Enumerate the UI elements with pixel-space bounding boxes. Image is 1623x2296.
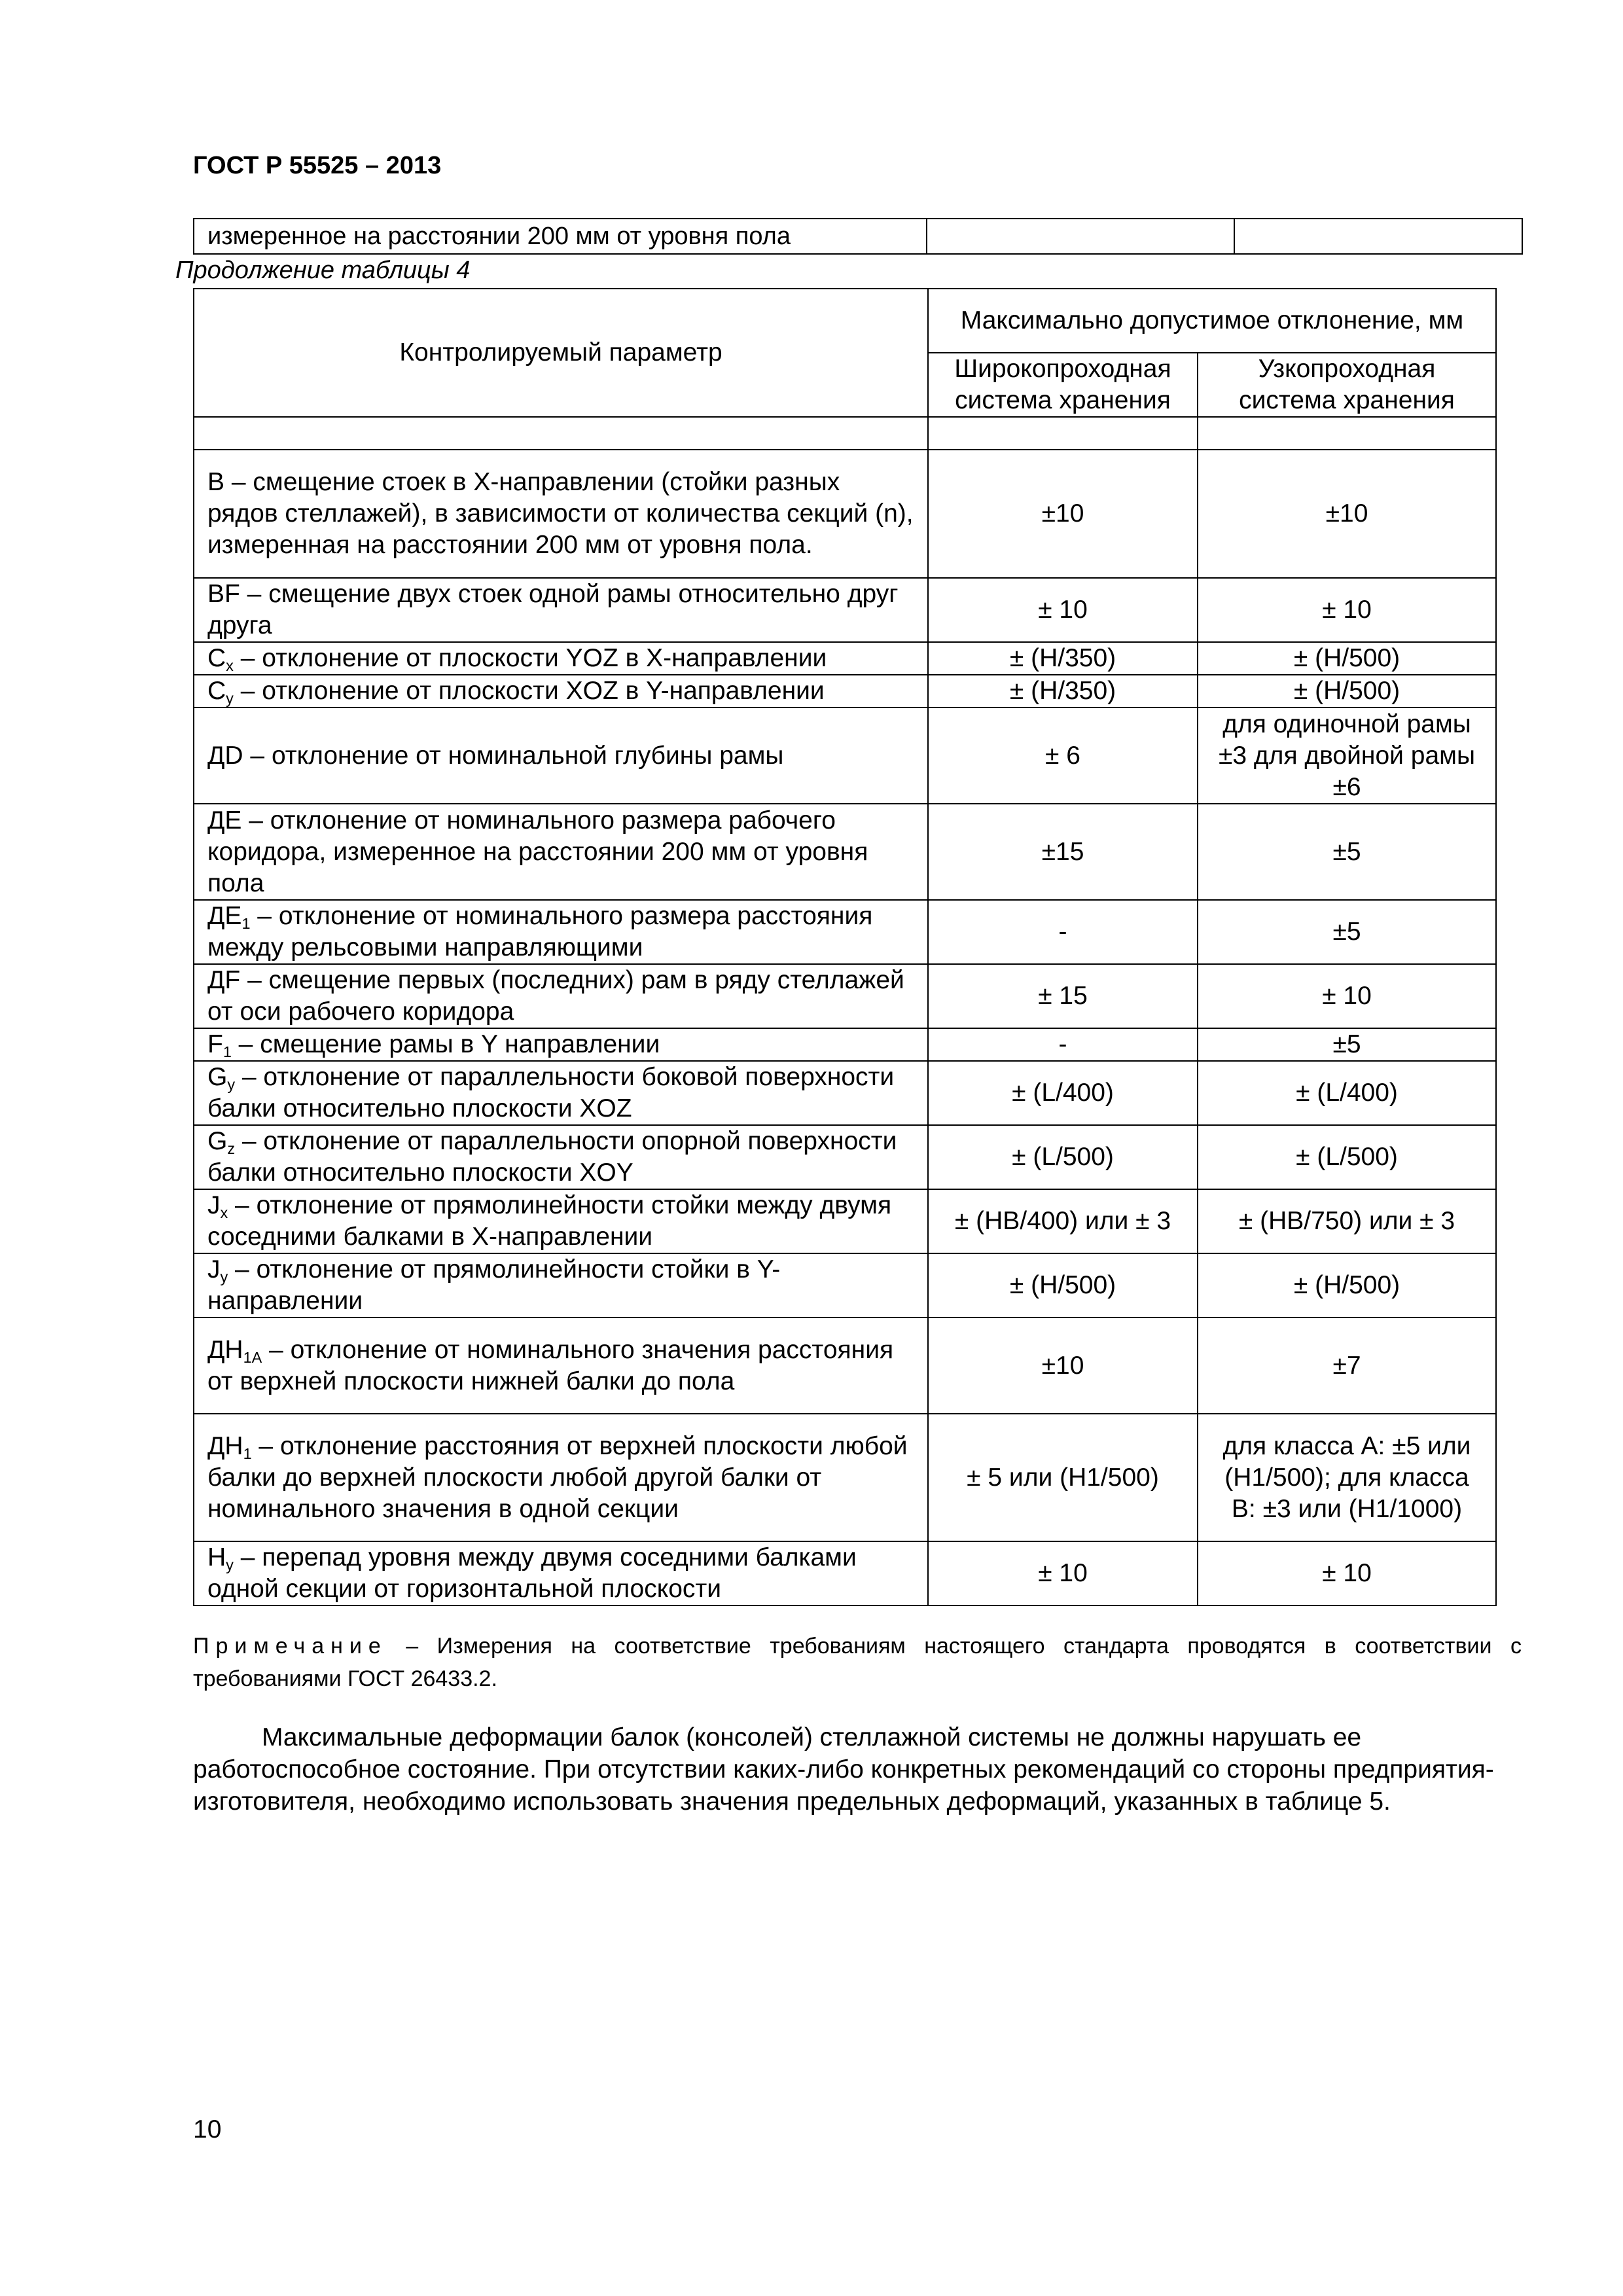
wide-aisle-value: ± 10 <box>928 578 1198 642</box>
table-row <box>194 1061 1496 1125</box>
table-row <box>194 450 1496 578</box>
parameter-cell <box>194 1253 928 1318</box>
table-row <box>194 675 1496 708</box>
table-row <box>194 900 1496 964</box>
parameter-description: – смещение стоек в Х-направлении (стойки разных рядов стеллажей), в зависимости от количества секций (n), измеренная на расстоянии 200 мм от уровня пола. <box>207 468 914 559</box>
parameter-cell <box>194 900 928 964</box>
parameter-symbol: H <box>207 1543 226 1571</box>
table-caption: Продолжение таблицы 4 <box>175 257 471 284</box>
table-row <box>194 578 1496 642</box>
table-cell <box>194 417 928 450</box>
parameter-cell <box>194 642 928 675</box>
parameter-symbol: ДЕ <box>207 902 242 930</box>
parameter-symbol: G <box>207 1127 228 1155</box>
note-label: Примечание <box>193 1634 387 1659</box>
parameter-cell <box>194 1541 928 1605</box>
table-row <box>194 642 1496 675</box>
table-header-row <box>194 289 1496 353</box>
parameter-description: – отклонение от номинального значения расстояния от верхней плоскости нижней балки до пола <box>207 1335 894 1395</box>
narrow-aisle-value: ± 10 <box>1198 1541 1496 1605</box>
parameter-cell <box>194 675 928 708</box>
narrow-aisle-value: ± (H/500) <box>1198 1253 1496 1318</box>
wide-aisle-value: ± (L/400) <box>928 1061 1198 1125</box>
narrow-aisle-value: ± (H/500) <box>1198 675 1496 708</box>
narrow-aisle-value: ± 10 <box>1198 578 1496 642</box>
parameter-description: – отклонение от прямолинейности стойки в Y-направлении <box>207 1255 781 1315</box>
parameter-subscript: 1 <box>223 1043 232 1061</box>
parameter-cell <box>194 1189 928 1253</box>
narrow-aisle-value: ± (L/400) <box>1198 1061 1496 1125</box>
parameter-symbol: ДF <box>207 966 241 994</box>
note-text: – Измерения на соответствие требованиям настоящего стандарта проводятся в соответствии с требованиями ГОСТ 26433.2. <box>193 1634 1522 1691</box>
document-code: ГОСТ Р 55525 – 2013 <box>193 152 442 179</box>
table-row <box>194 1253 1496 1318</box>
parameter-cell <box>194 1318 928 1414</box>
parameter-description: – отклонение от параллельности опорной поверхности балки относительно плоскости XOY <box>207 1127 897 1187</box>
parameter-symbol: ДD <box>207 741 243 770</box>
parameter-description: – смещение рамы в Y направлении <box>231 1030 660 1058</box>
table-row <box>194 219 1522 254</box>
parameter-cell <box>194 1414 928 1541</box>
parameter-symbol: ДЕ <box>207 806 242 834</box>
parameter-description: – смещение двух стоек одной рамы относительно друг друга <box>207 580 899 639</box>
page-number: 10 <box>193 2115 222 2144</box>
table-row <box>194 964 1496 1028</box>
parameter-subscript: y <box>227 1076 236 1094</box>
parameter-symbol: В <box>207 468 225 496</box>
deviation-table <box>193 288 1497 1606</box>
table-row <box>194 1189 1496 1253</box>
table-row <box>194 1541 1496 1605</box>
table-note <box>193 1630 1522 1695</box>
header-narrow-aisle: Узкопроходная система хранения <box>1198 353 1496 417</box>
wide-aisle-value: ± 6 <box>928 708 1198 804</box>
header-max-deviation: Максимально допустимое отклонение, мм <box>928 289 1496 353</box>
table-row <box>194 1125 1496 1189</box>
parameter-subscript: 1 <box>241 915 251 933</box>
table-row <box>194 1414 1496 1541</box>
wide-aisle-value: - <box>928 900 1198 964</box>
parameter-description: – отклонение от параллельности боковой поверхности балки относительно плоскости XOZ <box>207 1063 895 1122</box>
wide-aisle-value: ± (H/350) <box>928 675 1198 708</box>
parameter-symbol: J <box>207 1255 221 1283</box>
parameter-subscript: y <box>226 690 234 708</box>
parameter-description: – перепад уровня между двумя соседними балками одной секции от горизонтальной плоскости <box>207 1543 857 1603</box>
wide-aisle-value: ± (L/500) <box>928 1125 1198 1189</box>
parameter-subscript: 1А <box>243 1348 262 1366</box>
table-row <box>194 708 1496 804</box>
table-cell <box>1198 417 1496 450</box>
narrow-aisle-value: для класса А: ±5 или (H1/500); для класса В: ±3 или (H1/1000) <box>1198 1414 1496 1541</box>
parameter-symbol: J <box>207 1191 221 1219</box>
narrow-aisle-value: ±7 <box>1198 1318 1496 1414</box>
wide-aisle-value: ±10 <box>928 1318 1198 1414</box>
parameter-description: – смещение первых (последних) рам в ряду стеллажей от оси рабочего коридора <box>207 966 904 1026</box>
narrow-aisle-value: ± 10 <box>1198 964 1496 1028</box>
table-row <box>194 1028 1496 1061</box>
parameter-cell <box>194 804 928 900</box>
parameter-symbol: ДН <box>207 1335 243 1364</box>
narrow-aisle-value: для одиночной рамы ±3 для двойной рамы ±6 <box>1198 708 1496 804</box>
parameter-description: – отклонение расстояния от верхней плоскости любой балки до верхней плоскости любой другой балки от номинального значения в одной секции <box>207 1431 908 1523</box>
narrow-aisle-value: ±5 <box>1198 1028 1496 1061</box>
table-cell <box>928 417 1198 450</box>
parameter-description: – отклонение от номинального размера рабочего коридора, измеренное на расстоянии 200 мм от уровня пола <box>207 806 868 897</box>
parameter-symbol: G <box>207 1063 228 1091</box>
parameter-cell <box>194 708 928 804</box>
parameter-symbol: BF <box>207 580 240 608</box>
parameter-cell <box>194 450 928 578</box>
table-spacer-row <box>194 417 1496 450</box>
narrow-aisle-value: ± (H/500) <box>1198 642 1496 675</box>
parameter-cell <box>194 1125 928 1189</box>
parameter-subscript: x <box>226 657 234 675</box>
wide-aisle-value: ±10 <box>928 450 1198 578</box>
wide-aisle-value: ± (H/500) <box>928 1253 1198 1318</box>
header-parameter: Контролируемый параметр <box>194 289 928 417</box>
parameter-cell <box>194 964 928 1028</box>
wide-aisle-value: ± 15 <box>928 964 1198 1028</box>
parameter-symbol: ДН <box>207 1431 243 1460</box>
table-row <box>194 804 1496 900</box>
header-wide-aisle: Широкопроходная система хранения <box>928 353 1198 417</box>
narrow-aisle-value: ±10 <box>1198 450 1496 578</box>
wide-aisle-value: - <box>928 1028 1198 1061</box>
table-cell: измеренное на расстоянии 200 мм от уровня пола <box>194 219 927 254</box>
wide-aisle-value: ± 10 <box>928 1541 1198 1605</box>
narrow-aisle-value: ± (L/500) <box>1198 1125 1496 1189</box>
parameter-symbol: C <box>207 644 226 672</box>
wide-aisle-value: ±15 <box>928 804 1198 900</box>
table-cell <box>927 219 1234 254</box>
wide-aisle-value: ± (H/350) <box>928 642 1198 675</box>
narrow-aisle-value: ± (HB/750) или ± 3 <box>1198 1189 1496 1253</box>
parameter-subscript: z <box>227 1140 236 1158</box>
parameter-description: – отклонение от плоскости XOZ в Y-направлении <box>233 677 825 705</box>
parameter-description: – отклонение от номинальной глубины рамы <box>243 741 784 770</box>
parameter-cell <box>194 1061 928 1125</box>
table-cell <box>1234 219 1522 254</box>
parameter-symbol: C <box>207 677 226 705</box>
parameter-description: – отклонение от плоскости YOZ в Х-направлении <box>233 644 827 672</box>
parameter-cell <box>194 578 928 642</box>
body-paragraph: Максимальные деформации балок (консолей) стеллажной системы не должны нарушать ее работоспособное состояние. При отсутствии каких-либо конкретных рекомендаций со стороны предприятия-изготовителя, необходимо использовать значения предельных деформаций, указанных в таблице 5. <box>193 1723 1494 1816</box>
parameter-subscript: x <box>220 1204 228 1222</box>
parameter-symbol: F <box>207 1030 223 1058</box>
parameter-subscript: 1 <box>243 1444 252 1462</box>
table-row <box>194 1318 1496 1414</box>
parameter-description: – отклонение от номинального размера расстояния между рельсовыми направляющими <box>207 902 873 961</box>
narrow-aisle-value: ±5 <box>1198 804 1496 900</box>
parameter-subscript: y <box>226 1556 234 1574</box>
parameter-description: – отклонение от прямолинейности стойки между двумя соседними балками в Х-направлении <box>207 1191 892 1251</box>
wide-aisle-value: ± 5 или (H1/500) <box>928 1414 1198 1541</box>
wide-aisle-value: ± (HB/400) или ± 3 <box>928 1189 1198 1253</box>
parameter-subscript: y <box>220 1268 228 1286</box>
previous-table-fragment <box>193 218 1523 255</box>
parameter-cell <box>194 1028 928 1061</box>
narrow-aisle-value: ±5 <box>1198 900 1496 964</box>
